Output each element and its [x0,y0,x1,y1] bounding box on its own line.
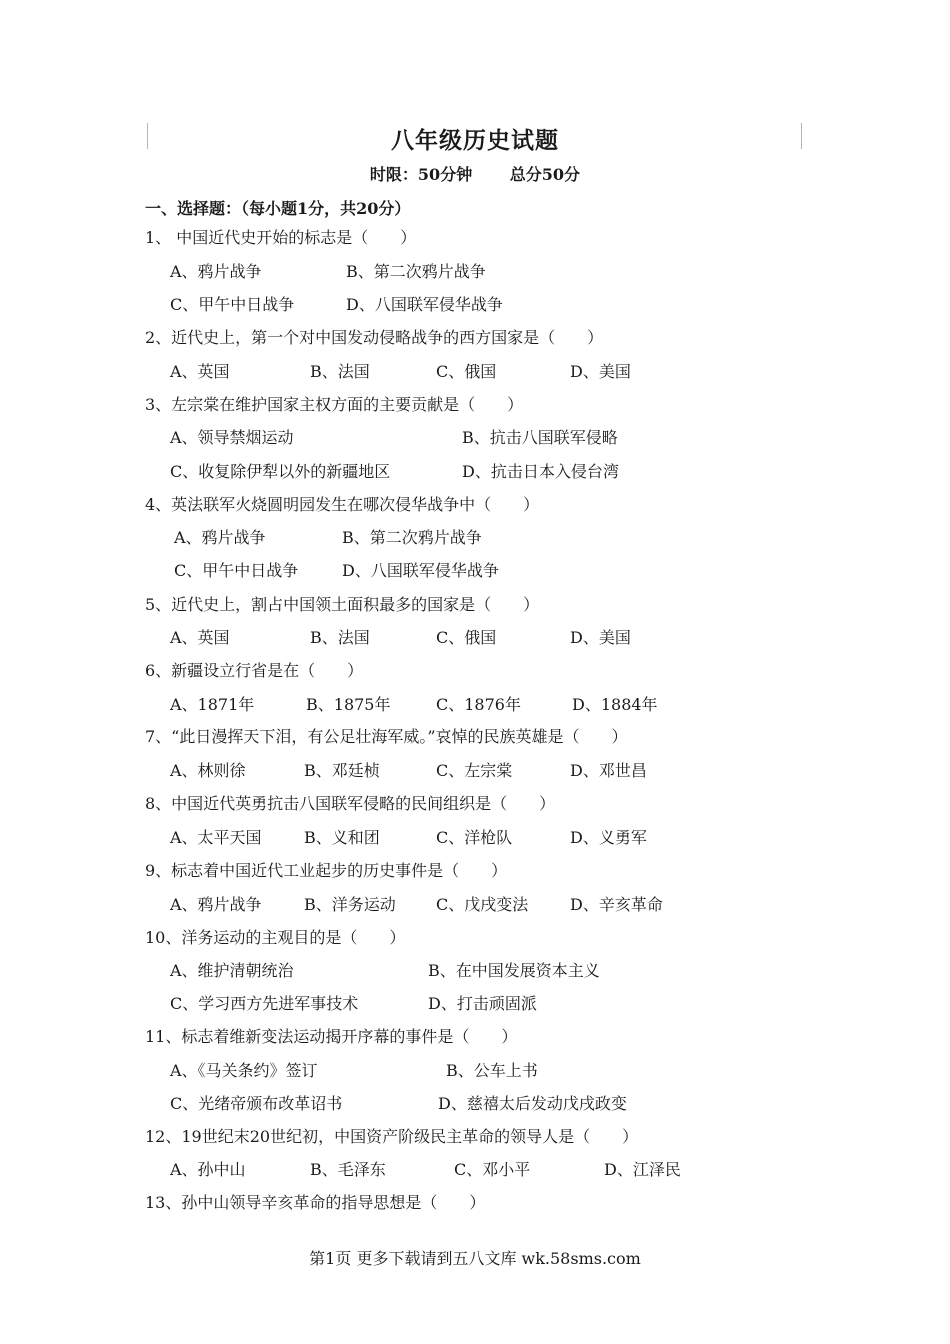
option-c: C、学习西方先进军事技术 [170,994,359,1013]
option-c: C、洋枪队 [436,828,513,847]
option-b: B、洋务运动 [304,895,396,914]
option-b: B、抗击八国联军侵略 [462,428,618,447]
option-a: A、鸦片战争 [170,895,262,914]
option-d: D、辛亥革命 [570,895,663,914]
option-c: C、俄国 [436,362,497,381]
question-stem: 8、中国近代英勇抗击八国联军侵略的民间组织是（ ） [145,794,556,813]
option-d: D、慈禧太后发动戊戌政变 [438,1094,627,1113]
question-stem: 2、近代史上，第一个对中国发动侵略战争的西方国家是（ ） [145,328,604,347]
option-b: B、法国 [310,628,370,647]
question-stem: 9、标志着中国近代工业起步的历史事件是（ ） [145,861,508,880]
option-c: C、左宗棠 [436,761,513,780]
option-d: D、八国联军侵华战争 [342,561,499,580]
question-stem: 12、19世纪末20世纪初，中国资产阶级民主革命的领导人是（ ） [145,1127,639,1146]
option-d: D、八国联军侵华战争 [346,295,503,314]
option-a: A、英国 [170,628,230,647]
option-d: D、美国 [570,628,631,647]
option-b: B、法国 [310,362,370,381]
option-a: A、英国 [170,362,230,381]
exam-subtitle [0,162,950,185]
option-d: D、江泽民 [604,1160,681,1179]
question-stem: 11、标志着维新变法运动揭开序幕的事件是（ ） [145,1027,518,1046]
option-a: A、林则徐 [170,761,246,780]
option-b: B、第二次鸦片战争 [346,262,486,281]
question-stem: 13、孙中山领导辛亥革命的指导思想是（ ） [145,1193,486,1212]
exam-title: 八年级历史试题 [391,127,559,154]
option-a: A、维护清朝统治 [170,961,294,980]
question-stem: 4、英法联军火烧圆明园发生在哪次侵华战争中（ ） [145,495,540,514]
option-d: D、抗击日本入侵台湾 [462,462,619,481]
option-b: B、1875年 [306,695,391,714]
option-c: C、戊戌变法 [436,895,529,914]
option-c: C、收复除伊犁以外的新疆地区 [170,462,391,481]
option-b: B、义和团 [304,828,380,847]
option-c: C、1876年 [436,695,521,714]
option-b: B、毛泽东 [310,1160,386,1179]
question-stem: 3、左宗棠在维护国家主权方面的主要贡献是（ ） [145,395,524,414]
option-c: C、甲午中日战争 [170,295,295,314]
time-limit: 时限：50分钟 [369,165,473,184]
option-b: B、公车上书 [446,1061,538,1080]
option-b: B、在中国发展资本主义 [428,961,600,980]
option-d: D、打击顽固派 [428,994,537,1013]
option-c: C、光绪帝颁布改革诏书 [170,1094,343,1113]
option-d: D、1884年 [572,695,658,714]
option-c: C、邓小平 [454,1160,531,1179]
question-stem: 1、 中国近代史开始的标志是（ ） [145,228,417,247]
option-c: C、俄国 [436,628,497,647]
question-stem: 7、“此日漫挥天下泪，有公足壮海军威。”哀悼的民族英雄是（ ） [145,727,628,746]
option-a: A、1871年 [170,695,255,714]
option-a: A、太平天国 [170,828,262,847]
option-b: B、邓廷桢 [304,761,380,780]
option-d: D、美国 [570,362,631,381]
question-stem: 6、新疆设立行省是在（ ） [145,661,364,680]
option-a: A、鸦片战争 [174,528,266,547]
option-a: A、领导禁烟运动 [170,428,294,447]
option-b: B、第二次鸦片战争 [342,528,482,547]
page-footer: 第1页 更多下载请到五八文库 wk.58sms.com [309,1249,641,1268]
question-stem: 10、洋务运动的主观目的是（ ） [145,928,406,947]
option-c: C、甲午中日战争 [174,561,299,580]
section-title: 一、选择题：（每小题1分，共20分） [145,199,411,218]
option-a: A、鸦片战争 [170,262,262,281]
option-d: D、义勇军 [570,828,647,847]
option-d: D、邓世昌 [570,761,647,780]
option-a: A、《马关条约》签订 [170,1061,318,1080]
total-score: 总分50分 [509,165,581,184]
question-stem: 5、近代史上，割占中国领土面积最多的国家是（ ） [145,595,540,614]
option-a: A、孙中山 [170,1160,246,1179]
